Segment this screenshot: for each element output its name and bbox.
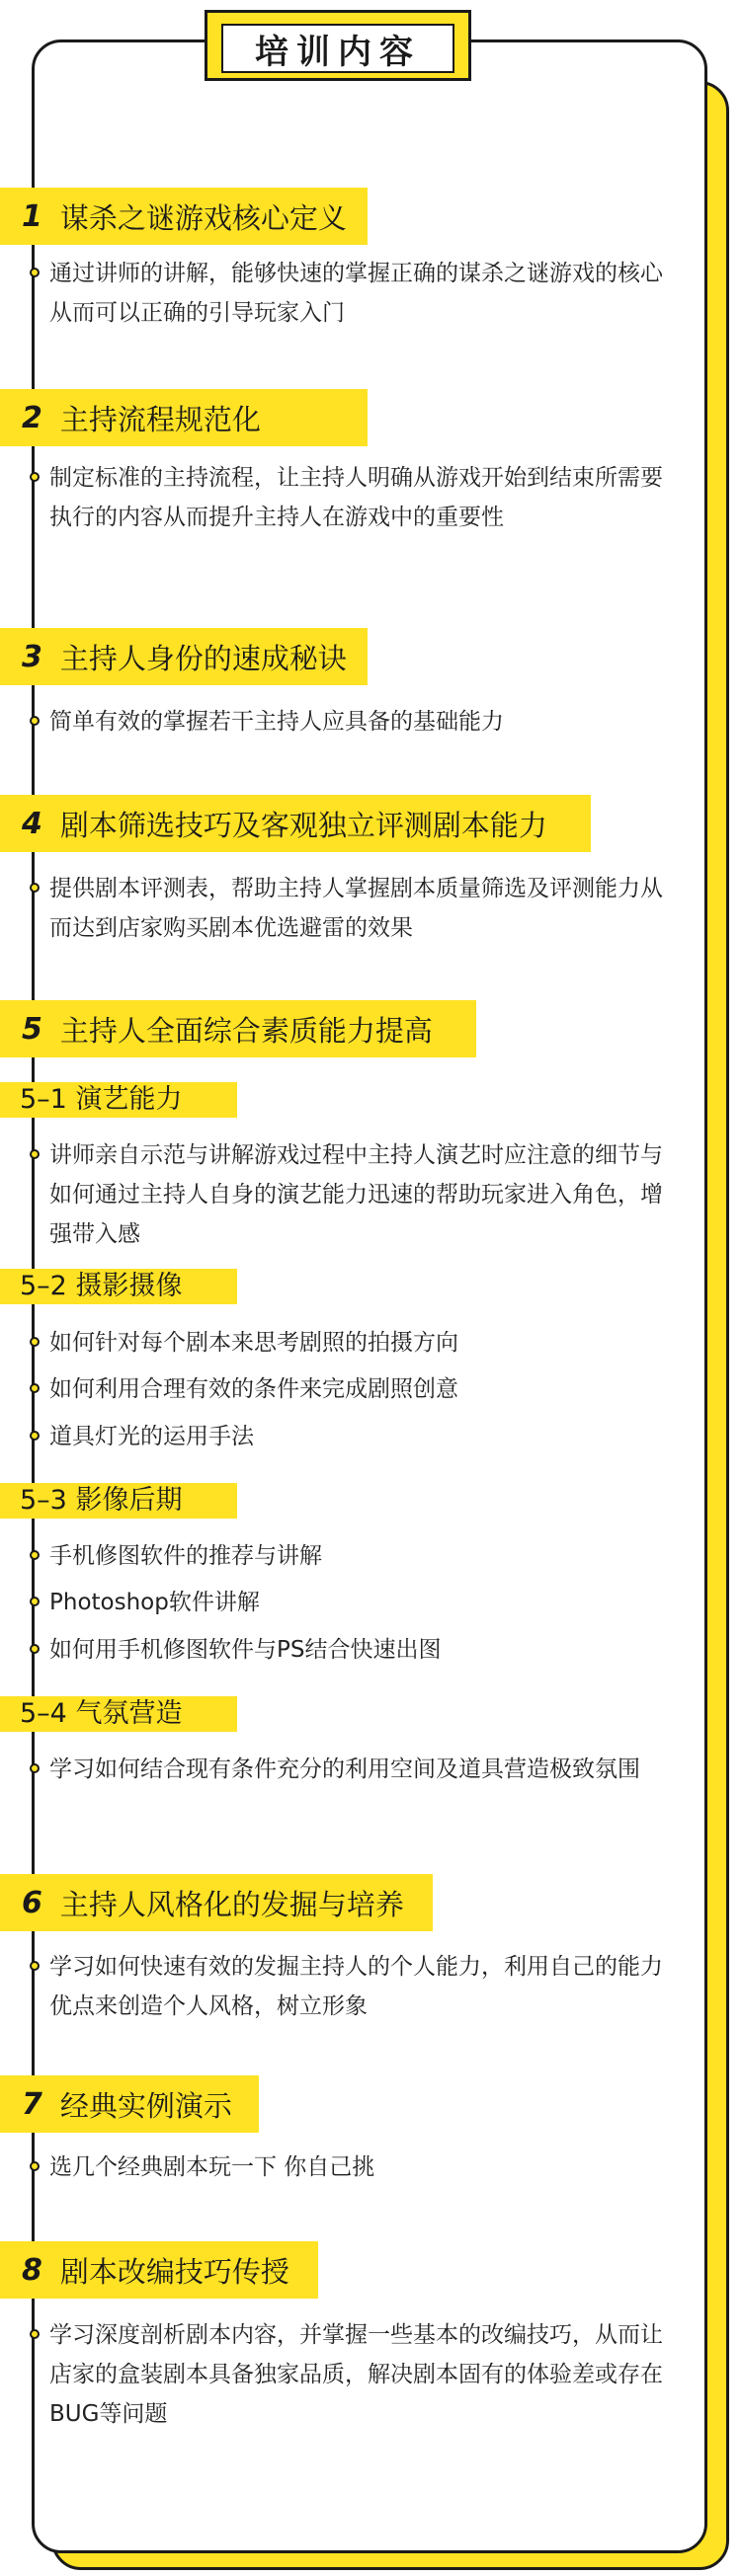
section-title: 谋杀之谜游戏核心定义 bbox=[59, 200, 347, 235]
section-1-header bbox=[0, 188, 368, 245]
subsection-5-2-header: 5–2 摄影摄像 bbox=[0, 1269, 237, 1308]
section-number: 5 bbox=[22, 1011, 42, 1047]
list-item: 道具灯光的运用手法 bbox=[49, 1417, 672, 1456]
section-5-header bbox=[0, 1000, 476, 1057]
bullet-dot-icon bbox=[30, 1644, 40, 1654]
page-title: 培训内容 bbox=[221, 24, 454, 73]
bullet-dot-icon bbox=[30, 2329, 40, 2339]
bullet-dot-icon bbox=[30, 268, 40, 277]
list-item: 提供剧本评测表，帮助主持人掌握剧本质量筛选及评测能力从而达到店家购买剧本优选避雷的效果 bbox=[49, 869, 672, 948]
bullet-dot-icon bbox=[30, 1961, 40, 1971]
list-item: 选几个经典剧本玩一下 你自己挑 bbox=[49, 2147, 672, 2187]
bullet-dot-icon bbox=[30, 1763, 40, 1773]
list-item: 如何利用合理有效的条件来完成剧照创意 bbox=[49, 1369, 672, 1409]
list-item: 手机修图软件的推荐与讲解 bbox=[49, 1536, 672, 1576]
section-number: 8 bbox=[22, 2252, 42, 2288]
bullet-dot-icon bbox=[30, 1337, 40, 1347]
section-number: 4 bbox=[22, 806, 42, 841]
section-7-header bbox=[0, 2075, 259, 2133]
list-item: 学习如何快速有效的发掘主持人的个人能力，利用自己的能力优点来创造个人风格，树立形象 bbox=[49, 1947, 672, 2026]
section-6-header bbox=[0, 1874, 433, 1931]
section-3-header bbox=[0, 628, 368, 685]
section-number: 2 bbox=[22, 400, 42, 435]
subsection-5-4-header: 5–4 气氛营造 bbox=[0, 1696, 237, 1736]
section-number: 6 bbox=[22, 1885, 42, 1920]
list-item: 学习深度剖析剧本内容，并掌握一些基本的改编技巧，从而让店家的盒装剧本具备独家品质，解决剧本固有的体验差或存在BUG等问题 bbox=[49, 2315, 672, 2434]
section-4-header bbox=[0, 795, 591, 852]
bullet-dot-icon bbox=[30, 2161, 40, 2171]
bullet-dot-icon bbox=[30, 883, 40, 893]
bullet-dot-icon bbox=[30, 1149, 40, 1159]
list-item: 学习如何结合现有条件充分的利用空间及道具营造极致氛围 bbox=[49, 1750, 672, 1789]
bullet-dot-icon bbox=[30, 1550, 40, 1560]
section-title: 主持人风格化的发掘与培养 bbox=[59, 1887, 404, 1921]
subsection-5-1-header: 5–1 演艺能力 bbox=[0, 1082, 237, 1122]
list-item: 制定标准的主持流程，让主持人明确从游戏开始到结束所需要执行的内容从而提升主持人在游戏中的重要性 bbox=[49, 458, 672, 537]
section-8-header bbox=[0, 2241, 318, 2299]
bullet-dot-icon bbox=[30, 472, 40, 482]
bullet-dot-icon bbox=[30, 1431, 40, 1441]
section-number: 7 bbox=[22, 2086, 42, 2122]
section-title: 主持人全面综合素质能力提高 bbox=[59, 1013, 433, 1048]
section-number: 3 bbox=[22, 639, 42, 674]
list-item: 如何针对每个剧本来思考剧照的拍摄方向 bbox=[49, 1323, 672, 1363]
list-item: 简单有效的掌握若干主持人应具备的基础能力 bbox=[49, 702, 672, 742]
section-title: 剧本筛选技巧及客观独立评测剧本能力 bbox=[59, 808, 547, 842]
list-item: 如何用手机修图软件与PS结合快速出图 bbox=[49, 1630, 672, 1670]
list-item: 通过讲师的讲解，能够快速的掌握正确的谋杀之谜游戏的核心从而可以正确的引导玩家入门 bbox=[49, 254, 672, 333]
section-title: 经典实例演示 bbox=[59, 2088, 232, 2123]
section-title: 主持流程规范化 bbox=[59, 402, 261, 436]
section-title: 剧本改编技巧传授 bbox=[59, 2254, 289, 2289]
section-2-header bbox=[0, 389, 368, 446]
section-number: 1 bbox=[22, 198, 42, 234]
bullet-dot-icon bbox=[30, 1383, 40, 1393]
list-item: Photoshop软件讲解 bbox=[49, 1583, 672, 1622]
bullet-dot-icon bbox=[30, 716, 40, 726]
section-title: 主持人身份的速成秘诀 bbox=[59, 641, 347, 675]
bullet-dot-icon bbox=[30, 1597, 40, 1606]
subsection-5-3-header: 5–3 影像后期 bbox=[0, 1483, 237, 1522]
list-item: 讲师亲自示范与讲解游戏过程中主持人演艺时应注意的细节与如何通过主持人自身的演艺能力迅速的帮助玩家进入角色，增强带入感 bbox=[49, 1135, 672, 1254]
